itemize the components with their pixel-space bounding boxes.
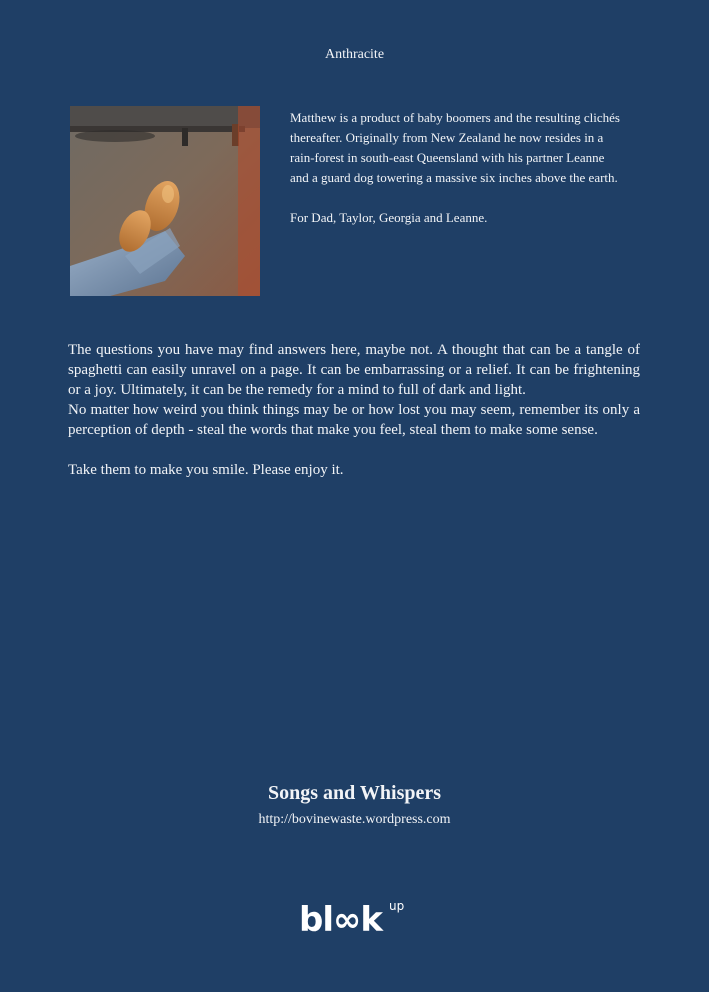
bookup-logo	[299, 899, 405, 940]
book-title: Anthracite	[324, 47, 385, 62]
logo-wordmark: bl∞k	[299, 900, 382, 940]
author-bio-text: Matthew is a product of baby boomers and the resulting clichés thereafter. Originally from New Zealand he now resides in a rain-forest in south-east Queensland with his partner Leanne and a guard dog towering a massive six inches above the earth.	[290, 110, 620, 185]
author-photo	[70, 106, 260, 296]
intro-text	[68, 340, 640, 480]
logo-superscript: up	[389, 899, 405, 913]
dedication: For Dad, Taylor, Georgia and Leanne.	[290, 210, 488, 225]
intro-paragraph-1: The questions you have may find answers here, maybe not. A thought that can be a tangle of spaghetti can easily unravel on a page. It can be embarrassing or a relief. It can be frightening or a joy. Ultimately, it can be the remedy for a mind to full of dark and light.	[68, 342, 640, 398]
blog-name: Songs and Whispers	[267, 782, 442, 804]
author-bio	[290, 108, 620, 228]
intro-paragraph-2: No matter how weird you think things may be or how lost you may seem, remember its only a perception of depth - steal the words that make you feel, steal them to make some sense.	[68, 402, 640, 438]
blog-url-link[interactable]: http://bovinewaste.wordpress.com	[258, 812, 451, 827]
intro-closing: Take them to make you smile. Please enjoy it.	[68, 462, 344, 478]
